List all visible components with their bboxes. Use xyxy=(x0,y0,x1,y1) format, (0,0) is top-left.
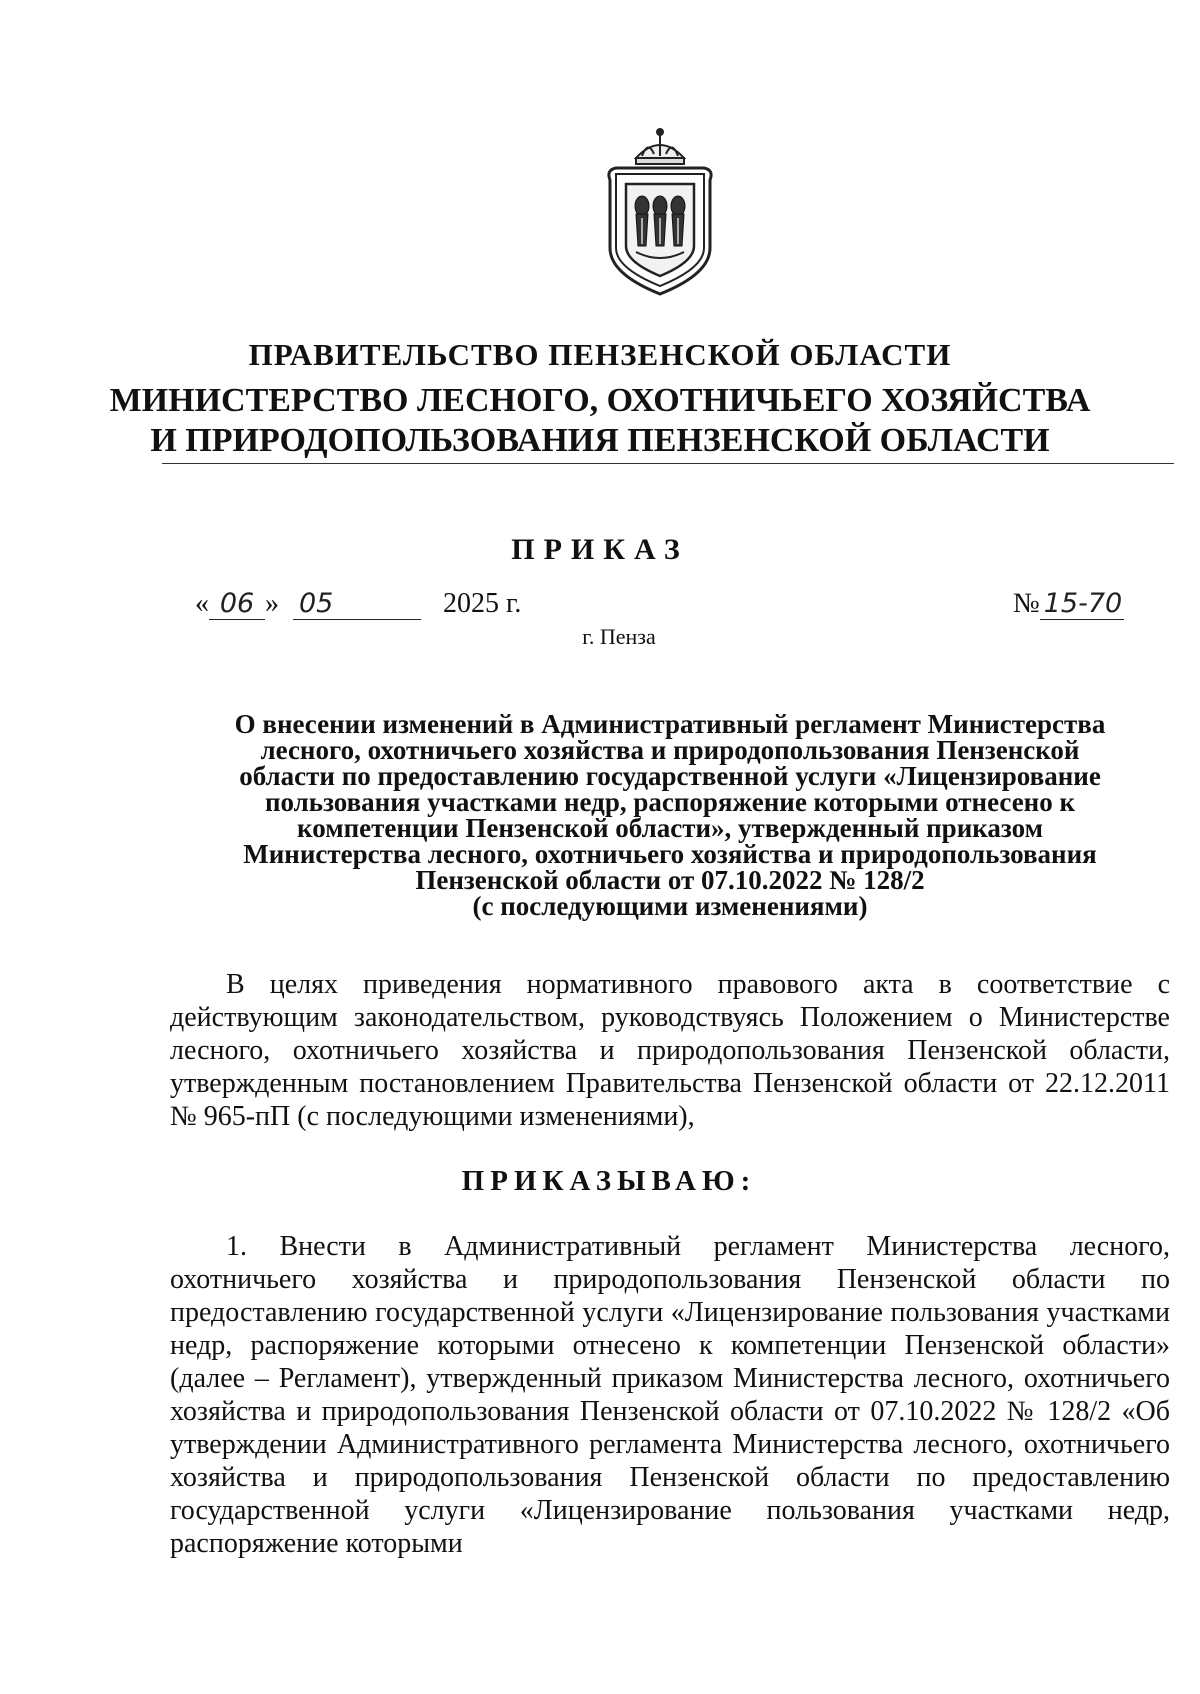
order-date xyxy=(195,588,521,620)
preamble-paragraph: В целях приведения нормативного правового акта в соответствие с действующим законодательством, руководствуясь Положением о Министерстве лесного, охотничьего хозяйства и природопользования Пензенской области, утвержденным постановлением Правительства Пензенской области от 22.12.2011 № 965-пП (с последующими изменениями), xyxy=(170,969,1170,1132)
date-quote-close: » xyxy=(265,588,279,619)
order-subject xyxy=(170,711,1170,919)
subject-line: Министерства лесного, охотничьего хозяйства и природопользования xyxy=(243,839,1097,869)
subject-line: компетенции Пензенской области», утвержденный приказом xyxy=(297,813,1043,843)
date-month-field xyxy=(293,589,421,620)
ministry-title xyxy=(0,381,1200,461)
date-month: 05 xyxy=(299,588,334,619)
date-year: 2025 г. xyxy=(443,588,522,619)
ministry-title-line1: МИНИСТЕРСТВО ЛЕСНОГО, ОХОТНИЧЬЕГО ХОЗЯЙСТВА xyxy=(109,382,1091,419)
coat-of-arms-icon xyxy=(596,128,724,298)
ministry-title-line2: И ПРИРОДОПОЛЬЗОВАНИЯ ПЕНЗЕНСКОЙ ОБЛАСТИ xyxy=(150,422,1050,459)
item-1-paragraph: 1. Внести в Административный регламент Министерства лесного, охотничьего хозяйства и природопользования Пензенской области по предоставлению государственной услуги «Лицензирование пользования участками недр, распоряжение которыми отнесено к компетенции Пензенской области» (далее – Регламент), утвержденный приказом Министерства лесного, охотничьего хозяйства и природопользования Пензенской области от 07.10.2022 № 128/2 «Об утверждении Административного регламента Министерства лесного, охотничьего хозяйства и природопользования Пензенской области по предоставлению государственной услуги «Лицензирование пользования участками недр, распоряжение которыми xyxy=(170,1231,1170,1559)
decree-heading: ПРИКАЗЫВАЮ: xyxy=(461,1165,757,1197)
number-field xyxy=(1040,589,1124,620)
number-value: 15-70 xyxy=(1043,588,1123,619)
subject-line: О внесении изменений в Административный регламент Министерства xyxy=(234,709,1106,739)
subject-line: лесного, охотничьего хозяйства и природопользования Пензенской xyxy=(260,735,1080,765)
number-sign: № xyxy=(1013,588,1040,619)
subject-line: области по предоставлению государственной услуги «Лицензирование xyxy=(239,761,1101,791)
order-number xyxy=(1013,588,1124,620)
date-day: 06 xyxy=(219,588,255,619)
date-quote-open: « xyxy=(195,588,209,619)
date-day-field xyxy=(209,589,265,620)
header-divider xyxy=(162,463,1174,464)
subject-line: (с последующими изменениями) xyxy=(472,891,868,921)
government-title: ПРАВИТЕЛЬСТВО ПЕНЗЕНСКОЙ ОБЛАСТИ xyxy=(248,337,952,372)
order-title: ПРИКАЗ xyxy=(511,533,689,566)
order-city: г. Пенза xyxy=(582,624,656,649)
subject-line: Пензенской области от 07.10.2022 № 128/2 xyxy=(415,865,925,895)
subject-line: пользования участками недр, распоряжение которыми отнесено к xyxy=(264,787,1076,817)
